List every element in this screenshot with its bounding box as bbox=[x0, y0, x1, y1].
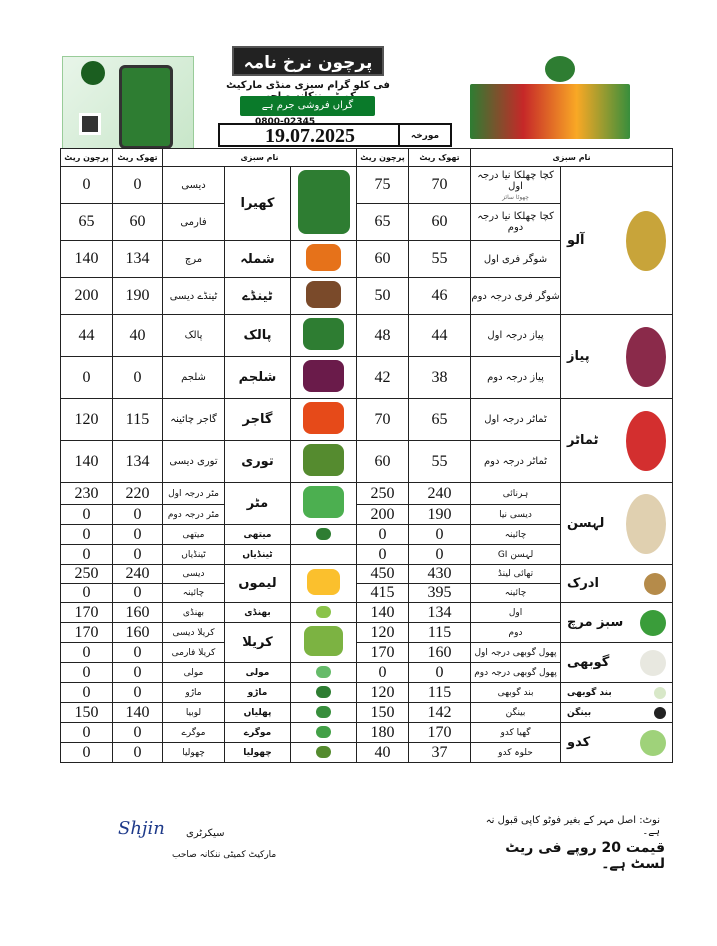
right-retail-cell: 140 bbox=[357, 603, 409, 623]
right-wholesale-cell: 37 bbox=[409, 743, 471, 763]
right-variety-cell bbox=[471, 483, 561, 505]
right-variety-cell bbox=[471, 525, 561, 545]
right-retail-cell: 150 bbox=[357, 703, 409, 723]
left-group-cell: چھولیا bbox=[225, 743, 291, 763]
left-variety-cell: کریلا فارمی bbox=[163, 643, 225, 663]
group-label: پیاز bbox=[567, 349, 590, 364]
left-wholesale-cell: 0 bbox=[113, 683, 163, 703]
left-retail-cell: 0 bbox=[61, 663, 113, 683]
left-vegetable-image bbox=[291, 525, 357, 545]
right-retail-cell: 42 bbox=[357, 357, 409, 399]
right-wholesale-cell: 65 bbox=[409, 399, 471, 441]
left-retail-cell: 170 bbox=[61, 623, 113, 643]
left-vegetable-image bbox=[291, 743, 357, 763]
left-group-cell: لیموں bbox=[225, 565, 291, 603]
vegetable-icon bbox=[640, 610, 666, 636]
variety-label: کچا چھلکا نیا درجہ دوم bbox=[477, 211, 554, 233]
variety-label: کچا چھلکا نیا درجہ اول bbox=[477, 169, 554, 192]
left-vegetable-image bbox=[291, 399, 357, 441]
vegetable-icon bbox=[316, 548, 332, 560]
left-variety-cell: چھولیا bbox=[163, 743, 225, 763]
left-group-cell: میتھی bbox=[225, 525, 291, 545]
left-group-cell: موگرے bbox=[225, 723, 291, 743]
left-variety-cell: شلجم bbox=[163, 357, 225, 399]
right-retail-cell: 40 bbox=[357, 743, 409, 763]
left-retail-cell: 230 bbox=[61, 483, 113, 505]
left-variety-cell: موگرے bbox=[163, 723, 225, 743]
table-row bbox=[61, 723, 673, 743]
vegetable-icon bbox=[306, 244, 341, 271]
left-vegetable-image bbox=[291, 357, 357, 399]
left-variety-cell: ٹینڈے دیسی bbox=[163, 278, 225, 315]
variety-label: اول bbox=[508, 607, 523, 618]
variety-label: حلوہ کدو bbox=[498, 747, 533, 758]
left-vegetable-image bbox=[291, 683, 357, 703]
right-wholesale-cell: 115 bbox=[409, 683, 471, 703]
group-label: ادرک bbox=[567, 576, 599, 591]
right-variety-cell bbox=[471, 623, 561, 643]
variety-label: شوگر فری درجہ دوم bbox=[471, 290, 560, 302]
left-retail-cell: 0 bbox=[61, 357, 113, 399]
right-wholesale-cell: 395 bbox=[409, 584, 471, 603]
date-value: 19.07.2025 bbox=[265, 125, 355, 147]
warning-banner: گراں فروشی جرم ہے bbox=[240, 96, 375, 116]
group-label: بینگن bbox=[567, 707, 592, 718]
right-group-cell bbox=[561, 399, 673, 483]
left-wholesale-cell: 0 bbox=[113, 723, 163, 743]
variety-label: دوم bbox=[508, 627, 523, 638]
left-wholesale-cell: 134 bbox=[113, 441, 163, 483]
price-note: قیمت 20 روپے فی ریٹ لسٹ ہے۔ bbox=[505, 840, 665, 872]
right-variety-cell bbox=[471, 167, 561, 204]
vegetable-icon bbox=[316, 686, 332, 698]
table-row bbox=[61, 483, 673, 505]
right-variety-cell bbox=[471, 743, 561, 763]
right-wholesale-cell: 170 bbox=[409, 723, 471, 743]
left-wholesale-cell: 0 bbox=[113, 643, 163, 663]
right-retail-cell: 0 bbox=[357, 525, 409, 545]
left-retail-cell: 170 bbox=[61, 603, 113, 623]
right-retail-cell: 250 bbox=[357, 483, 409, 505]
group-label: بند گوبھی bbox=[567, 687, 612, 698]
vegetable-icon bbox=[654, 687, 666, 699]
committee-label: مارکیٹ کمیٹی ننکانہ صاحب bbox=[172, 850, 277, 860]
left-wholesale-header: تھوک ریٹ bbox=[113, 149, 163, 167]
left-variety-cell: دیسی bbox=[163, 167, 225, 204]
right-wholesale-cell: 0 bbox=[409, 545, 471, 565]
left-retail-cell: 0 bbox=[61, 683, 113, 703]
table-header-row bbox=[61, 149, 673, 167]
left-vegetable-image bbox=[291, 441, 357, 483]
left-wholesale-cell: 0 bbox=[113, 545, 163, 565]
right-group-cell bbox=[561, 483, 673, 565]
right-wholesale-cell: 60 bbox=[409, 204, 471, 241]
left-wholesale-cell: 240 bbox=[113, 565, 163, 584]
group-label: ٹماٹر bbox=[567, 433, 599, 448]
variety-label: پیاز درجہ اول bbox=[487, 330, 544, 341]
left-wholesale-cell: 0 bbox=[113, 663, 163, 683]
right-group-cell bbox=[561, 703, 673, 723]
right-wholesale-cell: 46 bbox=[409, 278, 471, 315]
left-vegetable-image bbox=[291, 545, 357, 565]
left-wholesale-cell: 220 bbox=[113, 483, 163, 505]
punjab-emblem-icon bbox=[545, 56, 575, 82]
variety-label: تھائی لینڈ bbox=[497, 569, 534, 579]
left-vegetable-image bbox=[291, 483, 357, 525]
right-group-cell bbox=[561, 683, 673, 703]
qr-code-icon bbox=[79, 113, 101, 135]
mobile-phone-icon bbox=[119, 65, 173, 149]
vegetable-icon bbox=[303, 360, 345, 392]
right-retail-cell: 65 bbox=[357, 204, 409, 241]
right-variety-cell bbox=[471, 584, 561, 603]
left-variety-cell: لوبیا bbox=[163, 703, 225, 723]
left-retail-cell: 0 bbox=[61, 167, 113, 204]
left-vegetable-image bbox=[291, 723, 357, 743]
left-variety-cell: ماڑو bbox=[163, 683, 225, 703]
left-group-cell: ٹینڈے bbox=[225, 278, 291, 315]
left-retail-cell: 0 bbox=[61, 525, 113, 545]
left-group-cell: کریلا bbox=[225, 623, 291, 663]
vegetable-icon bbox=[316, 746, 332, 758]
right-wholesale-cell: 70 bbox=[409, 167, 471, 204]
vegetable-icon bbox=[626, 211, 666, 271]
variety-label: شوگر فری اول bbox=[483, 253, 548, 265]
right-retail-cell: 180 bbox=[357, 723, 409, 743]
right-retail-cell: 120 bbox=[357, 623, 409, 643]
left-wholesale-cell: 0 bbox=[113, 357, 163, 399]
left-group-cell: توری bbox=[225, 441, 291, 483]
vegetable-icon bbox=[303, 486, 345, 518]
vegetable-icon bbox=[303, 402, 345, 434]
vegetable-icon bbox=[303, 444, 345, 476]
right-retail-cell: 75 bbox=[357, 167, 409, 204]
right-wholesale-cell: 0 bbox=[409, 525, 471, 545]
right-group-cell bbox=[561, 565, 673, 603]
right-retail-cell: 0 bbox=[357, 545, 409, 565]
left-wholesale-cell: 0 bbox=[113, 743, 163, 763]
variety-label: پیاز درجہ دوم bbox=[487, 372, 544, 383]
left-group-cell: پھلیاں bbox=[225, 703, 291, 723]
left-retail-cell: 44 bbox=[61, 315, 113, 357]
right-wholesale-cell: 0 bbox=[409, 663, 471, 683]
right-wholesale-cell: 190 bbox=[409, 505, 471, 525]
signature: Shjin bbox=[118, 818, 165, 839]
left-vegetable-image bbox=[291, 278, 357, 315]
left-vegetable-image bbox=[291, 603, 357, 623]
market-line: فی کلو گرام سبزی منڈی مارکیٹ bbox=[226, 80, 390, 91]
left-variety-cell: توری دیسی bbox=[163, 441, 225, 483]
right-retail-cell: 50 bbox=[357, 278, 409, 315]
right-wholesale-cell: 55 bbox=[409, 441, 471, 483]
vegetable-icon bbox=[316, 528, 332, 540]
right-variety-cell bbox=[471, 315, 561, 357]
left-wholesale-cell: 160 bbox=[113, 603, 163, 623]
variety-label: چائینہ bbox=[504, 588, 527, 598]
secretary-label: سیکرٹری bbox=[186, 828, 225, 839]
table-row bbox=[61, 603, 673, 623]
right-variety-cell bbox=[471, 241, 561, 278]
left-vegetable-image bbox=[291, 167, 357, 241]
right-variety-cell bbox=[471, 703, 561, 723]
group-label: سبز مرچ bbox=[567, 615, 624, 630]
left-variety-cell: مرچ bbox=[163, 241, 225, 278]
variety-label: بینگن bbox=[505, 707, 526, 718]
left-vegetable-image bbox=[291, 241, 357, 278]
left-wholesale-cell: 140 bbox=[113, 703, 163, 723]
right-retail-cell: 450 bbox=[357, 565, 409, 584]
vegetable-icon bbox=[316, 726, 332, 738]
right-retail-cell: 60 bbox=[357, 241, 409, 278]
right-retail-cell: 48 bbox=[357, 315, 409, 357]
left-group-cell: کھیرا bbox=[225, 167, 291, 241]
left-variety-cell: گاجر چائینہ bbox=[163, 399, 225, 441]
left-group-cell: گاجر bbox=[225, 399, 291, 441]
left-retail-cell: 65 bbox=[61, 204, 113, 241]
vegetable-icon bbox=[316, 606, 332, 618]
left-group-cell: شلجم bbox=[225, 357, 291, 399]
vegetable-icon bbox=[307, 569, 341, 595]
variety-label: دیسی نیا bbox=[499, 509, 532, 520]
left-retail-cell: 0 bbox=[61, 643, 113, 663]
left-variety-cell: پالک bbox=[163, 315, 225, 357]
right-variety-cell bbox=[471, 663, 561, 683]
right-retail-cell: 170 bbox=[357, 643, 409, 663]
right-variety-cell bbox=[471, 603, 561, 623]
left-wholesale-cell: 60 bbox=[113, 204, 163, 241]
table-row bbox=[61, 703, 673, 723]
right-wholesale-cell: 55 bbox=[409, 241, 471, 278]
right-variety-cell bbox=[471, 545, 561, 565]
table-row bbox=[61, 315, 673, 357]
right-name-header: نام سبزی bbox=[471, 149, 673, 167]
left-variety-cell: مٹر درجہ دوم bbox=[163, 505, 225, 525]
right-wholesale-cell: 240 bbox=[409, 483, 471, 505]
right-retail-cell: 415 bbox=[357, 584, 409, 603]
right-variety-cell bbox=[471, 357, 561, 399]
left-wholesale-cell: 0 bbox=[113, 525, 163, 545]
variety-label: ٹماٹر درجہ اول bbox=[484, 414, 547, 425]
right-wholesale-cell: 430 bbox=[409, 565, 471, 584]
left-wholesale-cell: 0 bbox=[113, 505, 163, 525]
right-wholesale-cell: 115 bbox=[409, 623, 471, 643]
app-promo-banner bbox=[62, 56, 194, 150]
left-retail-cell: 0 bbox=[61, 743, 113, 763]
vegetable-icon bbox=[640, 730, 666, 756]
left-wholesale-cell: 0 bbox=[113, 167, 163, 204]
left-retail-cell: 150 bbox=[61, 703, 113, 723]
vegetable-icon bbox=[626, 327, 666, 387]
group-label: کدو bbox=[567, 735, 591, 750]
right-retail-cell: 120 bbox=[357, 683, 409, 703]
right-variety-cell bbox=[471, 204, 561, 241]
right-group-cell bbox=[561, 315, 673, 399]
vegetable-icon bbox=[626, 494, 666, 554]
right-wholesale-cell: 38 bbox=[409, 357, 471, 399]
right-retail-cell: 60 bbox=[357, 441, 409, 483]
table-row bbox=[61, 683, 673, 703]
right-variety-cell bbox=[471, 441, 561, 483]
group-label: لہسن bbox=[567, 516, 605, 531]
government-logo-icon bbox=[81, 61, 105, 85]
left-variety-cell: فارمی bbox=[163, 204, 225, 241]
variety-label: گھیا کدو bbox=[500, 727, 531, 738]
left-retail-cell: 140 bbox=[61, 441, 113, 483]
right-wholesale-cell: 142 bbox=[409, 703, 471, 723]
helpline-number: 0800-02345 bbox=[255, 117, 316, 127]
left-vegetable-image bbox=[291, 663, 357, 683]
left-name-header: نام سبزی bbox=[163, 149, 357, 167]
variety-label: ٹماٹر درجہ دوم bbox=[483, 456, 548, 467]
left-variety-cell: کریلا دیسی bbox=[163, 623, 225, 643]
left-retail-cell: 250 bbox=[61, 565, 113, 584]
right-variety-cell bbox=[471, 278, 561, 315]
vegetable-icon bbox=[626, 411, 666, 471]
vegetable-icon bbox=[306, 281, 341, 308]
left-group-cell: شملہ bbox=[225, 241, 291, 278]
right-wholesale-cell: 134 bbox=[409, 603, 471, 623]
photocopy-note: نوٹ: اصل مہر کے بغیر فوٹو کاپی قبول نہ ہے۔ bbox=[485, 815, 660, 837]
left-wholesale-cell: 134 bbox=[113, 241, 163, 278]
right-group-cell bbox=[561, 603, 673, 643]
right-variety-cell bbox=[471, 723, 561, 743]
price-table bbox=[60, 148, 673, 763]
right-variety-cell bbox=[471, 643, 561, 663]
left-wholesale-cell: 190 bbox=[113, 278, 163, 315]
table-row bbox=[61, 399, 673, 441]
left-group-cell: بھنڈی bbox=[225, 603, 291, 623]
left-group-cell: مولی bbox=[225, 663, 291, 683]
variety-label: پھول گوبھی درجہ اول bbox=[474, 647, 557, 658]
right-retail-cell: 0 bbox=[357, 663, 409, 683]
left-variety-cell: ٹینڈیاں bbox=[163, 545, 225, 565]
variety-label: لہسن GI bbox=[497, 549, 534, 560]
vegetable-icon bbox=[303, 318, 345, 350]
left-retail-cell: 0 bbox=[61, 505, 113, 525]
left-variety-cell: میتھی bbox=[163, 525, 225, 545]
left-variety-cell: چائینہ bbox=[163, 584, 225, 603]
date-label: مورخہ bbox=[398, 125, 450, 145]
vegetable-icon bbox=[298, 170, 350, 234]
group-label: گوبھی bbox=[567, 655, 610, 670]
left-vegetable-image bbox=[291, 315, 357, 357]
right-variety-cell bbox=[471, 505, 561, 525]
date-box bbox=[218, 123, 452, 147]
left-vegetable-image bbox=[291, 565, 357, 603]
right-retail-cell: 70 bbox=[357, 399, 409, 441]
table-row bbox=[61, 167, 673, 204]
left-retail-cell: 120 bbox=[61, 399, 113, 441]
vegetable-icon bbox=[644, 573, 666, 595]
left-group-cell: ٹینڈیاں bbox=[225, 545, 291, 565]
right-variety-cell bbox=[471, 565, 561, 584]
right-variety-cell bbox=[471, 399, 561, 441]
right-wholesale-header: تھوک ریٹ bbox=[409, 149, 471, 167]
left-vegetable-image bbox=[291, 703, 357, 723]
variety-label: بند گوبھی bbox=[497, 687, 534, 698]
left-group-cell: مٹر bbox=[225, 483, 291, 525]
left-retail-cell: 0 bbox=[61, 545, 113, 565]
left-variety-cell: مٹر درجہ اول bbox=[163, 483, 225, 505]
right-variety-cell bbox=[471, 683, 561, 703]
left-vegetable-image bbox=[291, 623, 357, 663]
left-variety-cell: بھنڈی bbox=[163, 603, 225, 623]
left-variety-cell: دیسی bbox=[163, 565, 225, 584]
variety-label: چائینہ bbox=[504, 529, 527, 540]
right-group-cell bbox=[561, 723, 673, 763]
vegetable-icon bbox=[316, 706, 332, 718]
left-retail-cell: 140 bbox=[61, 241, 113, 278]
variety-note: چھوٹا سائز bbox=[502, 193, 529, 201]
group-label: آلو bbox=[567, 233, 585, 248]
left-retail-header: پرچون ریٹ bbox=[61, 149, 113, 167]
left-group-cell: ماڑو bbox=[225, 683, 291, 703]
vegetable-icon bbox=[316, 666, 332, 678]
right-wholesale-cell: 160 bbox=[409, 643, 471, 663]
left-variety-cell: مولی bbox=[163, 663, 225, 683]
vegetable-icon bbox=[304, 626, 343, 656]
left-wholesale-cell: 160 bbox=[113, 623, 163, 643]
left-retail-cell: 200 bbox=[61, 278, 113, 315]
left-wholesale-cell: 40 bbox=[113, 315, 163, 357]
table-row bbox=[61, 643, 673, 663]
right-retail-header: پرچون ریٹ bbox=[357, 149, 409, 167]
right-group-cell bbox=[561, 643, 673, 683]
right-group-cell bbox=[561, 167, 673, 315]
left-wholesale-cell: 0 bbox=[113, 584, 163, 603]
page-title: پرچون نرخ نامہ bbox=[232, 46, 384, 76]
variety-label: پھول گوبھی درجہ دوم bbox=[474, 667, 557, 678]
vegetable-icon bbox=[640, 650, 666, 676]
right-wholesale-cell: 44 bbox=[409, 315, 471, 357]
right-retail-cell: 200 bbox=[357, 505, 409, 525]
left-retail-cell: 0 bbox=[61, 723, 113, 743]
vegetable-icon bbox=[654, 707, 666, 719]
left-retail-cell: 0 bbox=[61, 584, 113, 603]
variety-label: ہرنائی bbox=[502, 488, 529, 499]
table-row bbox=[61, 565, 673, 584]
vegetables-image bbox=[470, 84, 630, 139]
left-wholesale-cell: 115 bbox=[113, 399, 163, 441]
left-group-cell: پالک bbox=[225, 315, 291, 357]
